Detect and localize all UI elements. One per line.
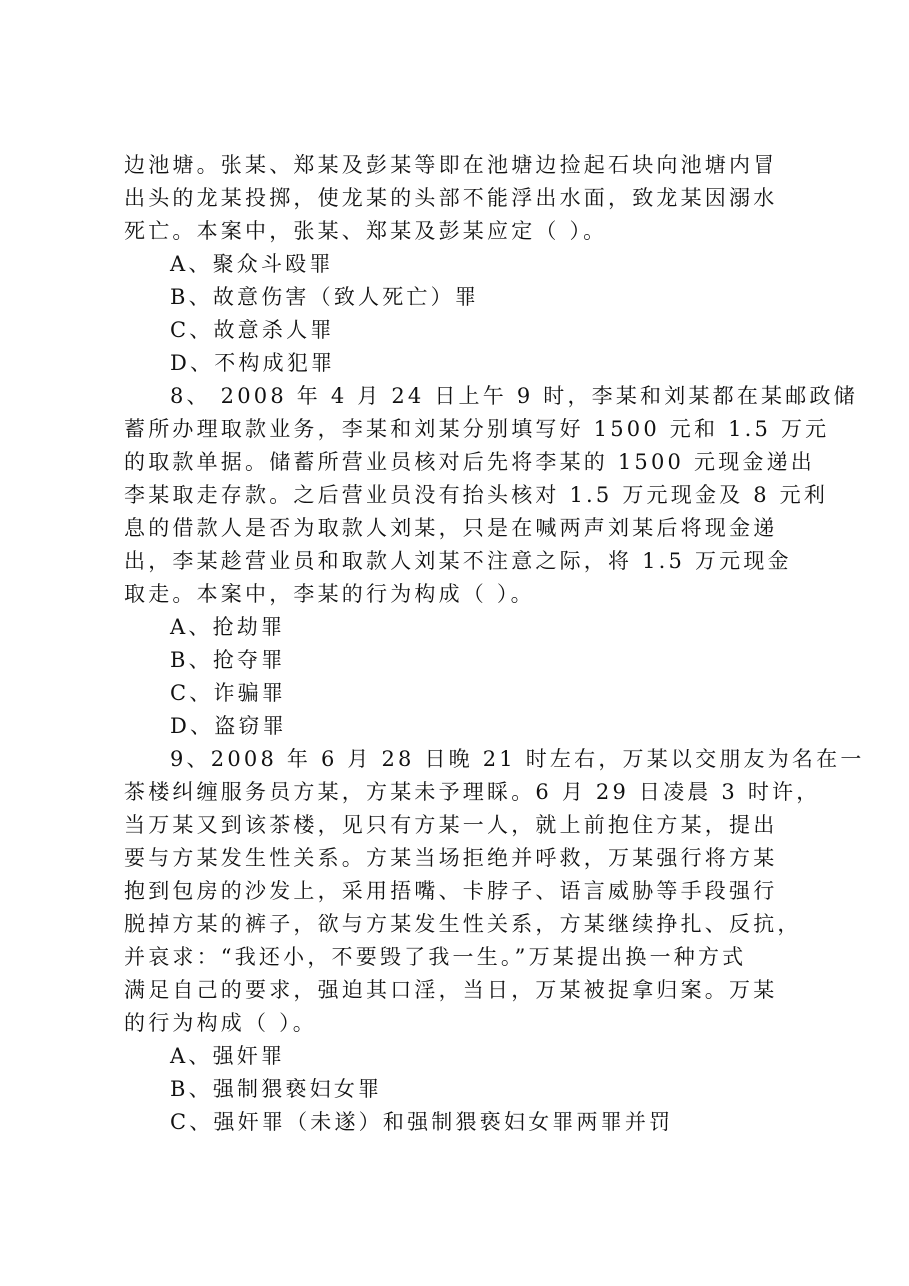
option-a: A、强奸罪	[170, 1044, 286, 1068]
option-a: A、聚众斗殴罪	[170, 252, 334, 276]
paragraph-line: 李某取走存款。之后营业员没有抬头核对 1.5 万元现金及 8 元利	[124, 483, 829, 507]
paragraph-line: 息的借款人是否为取款人刘某，只是在喊两声刘某后将现金递	[124, 516, 778, 540]
paragraph-line: 9、2008 年 6 月 28 日晚 21 时左右，万某以交朋友为名在一	[170, 747, 865, 771]
paragraph-line: 茶楼纠缠服务员方某，方某未予理睬。6 月 29 日凌晨 3 时许，	[124, 780, 821, 804]
paragraph-line: 死亡。本案中，张某、郑某及彭某应定（ ）。	[124, 219, 608, 243]
paragraph-line: 取走。本案中，李某的行为构成（ ）。	[124, 582, 535, 606]
option-c: C、故意杀人罪	[170, 318, 335, 342]
paragraph-line: 并哀求：“我还小，不要毁了我一生。”万某提出换一种方式	[124, 945, 747, 969]
paragraph-line: 满足自己的要求，强迫其口淫，当日，万某被捉拿归案。万某	[124, 978, 778, 1002]
paragraph-line: 当万某又到该茶楼，见只有方某一人，就上前抱住方某，提出	[124, 813, 778, 837]
option-d: D、盗窃罪	[170, 714, 287, 738]
option-b: B、抢夺罪	[170, 648, 286, 672]
paragraph-line: 出头的龙某投掷，使龙某的头部不能浮出水面，致龙某因溺水	[124, 186, 778, 210]
option-c: C、诈骗罪	[170, 681, 287, 705]
option-c: C、强奸罪（未遂）和强制猥亵妇女罪两罪并罚	[170, 1110, 674, 1134]
paragraph-line: 要与方某发生性关系。方某当场拒绝并呼救，万某强行将方某	[124, 846, 778, 870]
paragraph-line: 8、 2008 年 4 月 24 日上午 9 时，李某和刘某都在某邮政储	[170, 384, 858, 408]
option-b: B、故意伤害（致人死亡）罪	[170, 285, 480, 309]
paragraph-line: 边池塘。张某、郑某及彭某等即在池塘边捡起石块向池塘内冒	[124, 153, 778, 177]
paragraph-line: 抱到包房的沙发上，采用捂嘴、卡脖子、语言威胁等手段强行	[124, 879, 778, 903]
paragraph-line: 的取款单据。储蓄所营业员核对后先将李某的 1500 元现金递出	[124, 450, 815, 474]
paragraph-line: 的行为构成（ ）。	[124, 1011, 317, 1035]
document-body	[124, 149, 865, 1139]
question-8	[124, 380, 858, 743]
option-b: B、强制猥亵妇女罪	[170, 1077, 383, 1101]
paragraph-line: 蓄所办理取款业务，李某和刘某分别填写好 1500 元和 1.5 万元	[124, 417, 830, 441]
paragraph-line: 出，李某趁营业员和取款人刘某不注意之际，将 1.5 万元现金	[124, 549, 792, 573]
question-9	[124, 743, 865, 1139]
paragraph-line: 脱掉方某的裤子，欲与方某发生性关系，方某继续挣扎、反抗，	[124, 912, 802, 936]
option-a: A、抢劫罪	[170, 615, 286, 639]
question-7-continued	[124, 149, 796, 380]
option-d: D、不构成犯罪	[170, 351, 336, 375]
